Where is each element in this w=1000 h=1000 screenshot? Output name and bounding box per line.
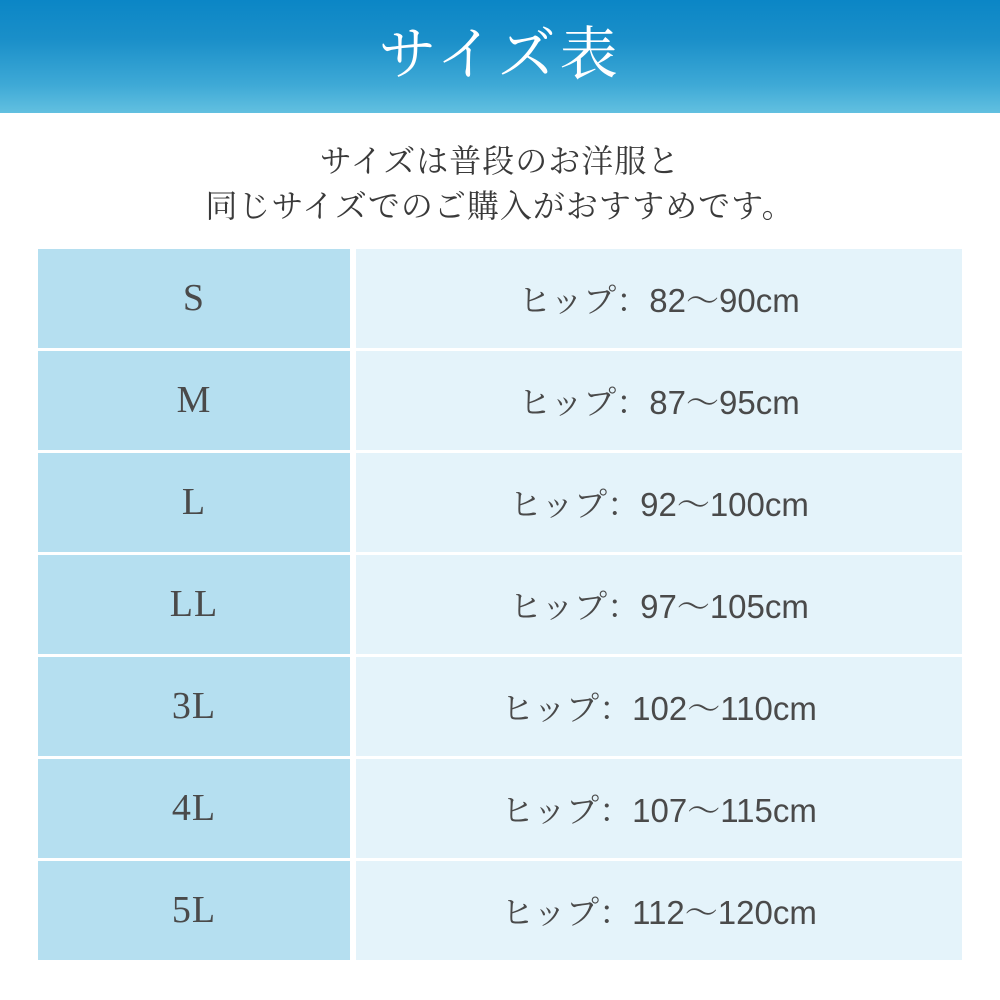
table-row [38,759,962,858]
table-row [38,657,962,756]
size-label: L [38,453,350,552]
size-label: S [38,249,350,348]
table-row [38,555,962,654]
measure-value: ヒップ：87〜95cm [356,351,962,450]
size-label: M [38,351,350,450]
measure-value: ヒップ：102〜110cm [356,657,962,756]
measure-value: ヒップ：82〜90cm [356,249,962,348]
size-table-wrapper [38,246,962,963]
measure-value: ヒップ：107〜115cm [356,759,962,858]
size-label: 3L [38,657,350,756]
table-row [38,249,962,348]
subtitle-block [0,139,1000,230]
table-row [38,861,962,960]
table-row [38,453,962,552]
subtitle-line-1: サイズは普段のお洋服と [319,143,681,179]
page-title: サイズ表 [378,21,622,87]
measure-value: ヒップ：112〜120cm [356,861,962,960]
page-header [0,0,1000,113]
size-table [38,246,962,963]
measure-value: ヒップ：92〜100cm [356,453,962,552]
size-label: 4L [38,759,350,858]
table-row [38,351,962,450]
size-label: LL [38,555,350,654]
measure-value: ヒップ：97〜105cm [356,555,962,654]
size-label: 5L [38,861,350,960]
subtitle-line-2: 同じサイズでのご購入がおすすめです。 [205,188,795,225]
